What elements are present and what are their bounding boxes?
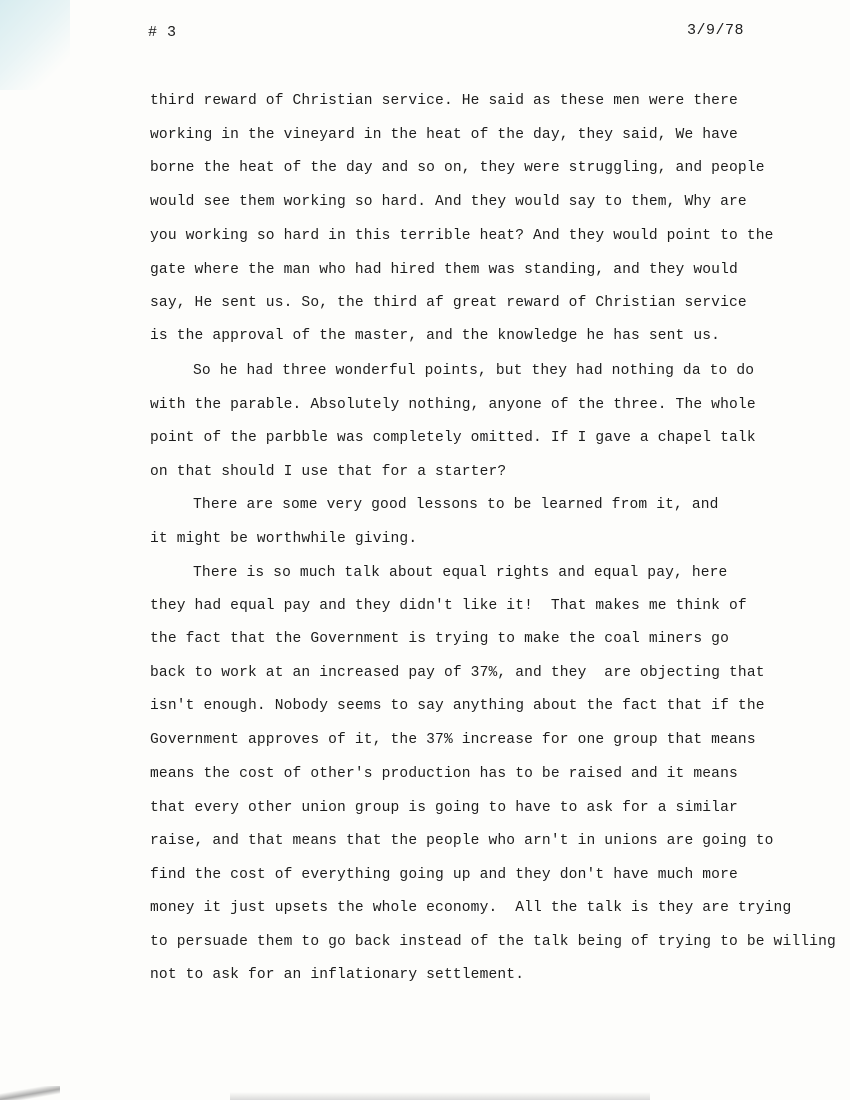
text-line: they had equal pay and they didn't like it! That makes me think of bbox=[150, 598, 747, 614]
scan-corner-tint bbox=[0, 0, 70, 90]
text-line: with the parable. Absolutely nothing, anyone of the three. The whole bbox=[150, 397, 756, 413]
text-line: on that should I use that for a starter? bbox=[150, 464, 507, 480]
text-line: third reward of Christian service. He said as these men were there bbox=[150, 93, 738, 109]
text-line: is the approval of the master, and the knowledge he has sent us. bbox=[150, 328, 721, 344]
text-line: means the cost of other's production has to be raised and it means bbox=[150, 766, 738, 782]
text-line: point of the parbble was completely omitted. If I gave a chapel talk bbox=[150, 430, 756, 446]
text-line: raise, and that means that the people who arn't in unions are going to bbox=[150, 833, 774, 849]
text-line: you working so hard in this terrible heat? And they would point to the bbox=[150, 228, 774, 244]
text-line: Government approves of it, the 37% increase for one group that means bbox=[150, 732, 756, 748]
page-date: 3/9/78 bbox=[687, 22, 745, 39]
text-line: There are some very good lessons to be learned from it, and bbox=[193, 497, 719, 513]
text-line: money it just upsets the whole economy. All the talk is they are trying bbox=[150, 900, 792, 916]
page-number: # 3 bbox=[148, 24, 177, 41]
text-line: would see them working so hard. And they would say to them, Why are bbox=[150, 194, 747, 210]
text-line: gate where the man who had hired them was standing, and they would bbox=[150, 262, 738, 278]
text-line: that every other union group is going to have to ask for a similar bbox=[150, 800, 738, 816]
text-line: borne the heat of the day and so on, they were struggling, and people bbox=[150, 160, 765, 176]
text-line: it might be worthwhile giving. bbox=[150, 531, 418, 547]
text-line: the fact that the Government is trying to make the coal miners go bbox=[150, 631, 729, 647]
text-line: So he had three wonderful points, but they had nothing da to do bbox=[193, 363, 755, 379]
text-line: working in the vineyard in the heat of the day, they said, We have bbox=[150, 127, 738, 143]
text-line: find the cost of everything going up and they don't have much more bbox=[150, 867, 738, 883]
text-line: back to work at an increased pay of 37%, and they are objecting that bbox=[150, 665, 765, 681]
scan-bottom-shadow bbox=[230, 1092, 650, 1100]
text-line: to persuade them to go back instead of the talk being of trying to be willing bbox=[150, 934, 836, 950]
scan-smudge bbox=[0, 1086, 60, 1100]
text-line: There is so much talk about equal rights and equal pay, here bbox=[193, 565, 728, 581]
text-line: isn't enough. Nobody seems to say anything about the fact that if the bbox=[150, 698, 765, 714]
text-line: not to ask for an inflationary settlement. bbox=[150, 967, 525, 983]
text-line: say, He sent us. So, the third af great reward of Christian service bbox=[150, 295, 747, 311]
